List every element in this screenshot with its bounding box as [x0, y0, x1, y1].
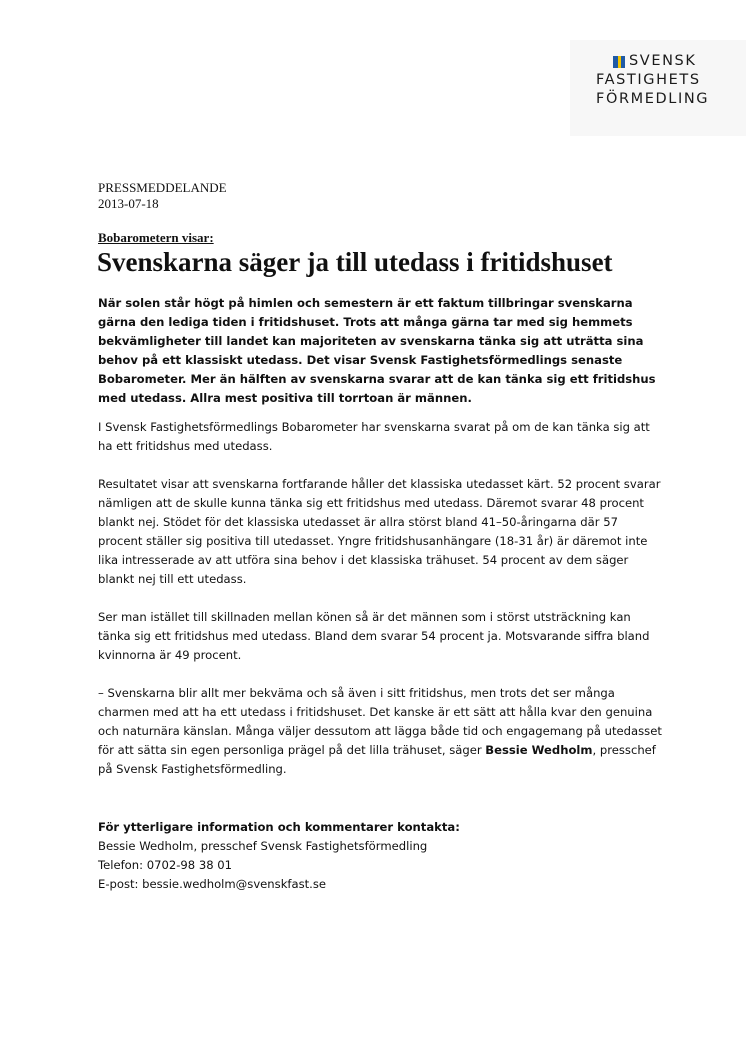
contact-heading: För ytterligare information och kommentarer kontakta: [98, 820, 460, 834]
contact-block [98, 818, 663, 894]
quote-speaker: Bessie Wedholm [485, 743, 593, 757]
paragraph-1: I Svensk Fastighetsförmedlings Bobarometer har svenskarna svarat på om de kan tänka sig att ha ett fritidshus med utedass. [98, 420, 650, 453]
quote-text: – Svenskarna blir allt mer bekväma och så även i sitt fritidshus, men trots det ser många charmen med att ha ett utedass i fritidshuset. Det kanske är ett sätt att hålla kvar den genuina och naturnära känslan. Många väljer dessutom att lägga både tid och engagemang på utedasset för att sätta sin egen personliga prägel på det lilla trähuset, säger [98, 686, 662, 757]
contact-email: E-post: bessie.wedholm@svenskfast.se [98, 877, 327, 891]
document-type: PRESSMEDDELANDE [98, 180, 227, 195]
quote-paragraph [98, 684, 663, 779]
logo-line-2: FASTIGHETS [596, 72, 701, 88]
kicker: Bobarometern visar: [98, 230, 214, 245]
lead-paragraph: När solen står högt på himlen och semestern är ett faktum tillbringar svenskarna gärna den lediga tiden i fritidshuset. Trots att många gärna tar med sig hemmets bekvämligheter till landet kan majoriteten av svenskarna tänka sig att uträtta sina behov på ett klassiskt utedass. Det visar Svensk Fastighetsförmedlings senaste Bobarometer. Mer än hälften av svenskarna svarar att de kan tänka sig ett fritidshus med utedass. Allra mest positiva till torrtoan är männen. [98, 296, 656, 405]
logo-line-1: SVENSK [629, 53, 697, 69]
swedish-flag-icon [613, 56, 625, 68]
release-date: 2013-07-18 [98, 196, 159, 211]
press-meta [98, 180, 227, 212]
paragraph-3: Ser man istället till skillnaden mellan könen så är det männen som i störst utsträckning kan tänka sig ett fritidshus med utedass. Bland dem svarar 54 procent ja. Motsvarande siffra bland kvinnorna är 49 procent. [98, 610, 650, 662]
quote-title: , presschef på Svensk Fastighetsförmedling. [98, 743, 656, 776]
contact-phone: Telefon: 0702-98 38 01 [98, 858, 233, 872]
headline: Svenskarna säger ja till utedass i fritidshuset [97, 247, 613, 277]
contact-name: Bessie Wedholm, presschef Svensk Fastighetsförmedling [98, 839, 428, 853]
article-body [98, 294, 663, 894]
paragraph-2: Resultatet visar att svenskarna fortfarande håller det klassiska utedasset kärt. 52 procent svarar nämligen att de skulle kunna tänka sig ett fritidshus med utedass. Däremot svarar 48 procent blankt nej. Stödet för det klassiska utedasset är allra störst bland 41–50-åringarna där 57 procent ställer sig positiva till utedasset. Yngre fritidshusanhängare (18-31 år) är däremot inte lika intresserade av att utföra sina behov i det klassiska trähuset. 54 procent av dem säger blankt nej till ett utedass. [98, 477, 661, 586]
logo-line-3: FÖRMEDLING [596, 91, 710, 107]
company-logo [596, 52, 709, 109]
